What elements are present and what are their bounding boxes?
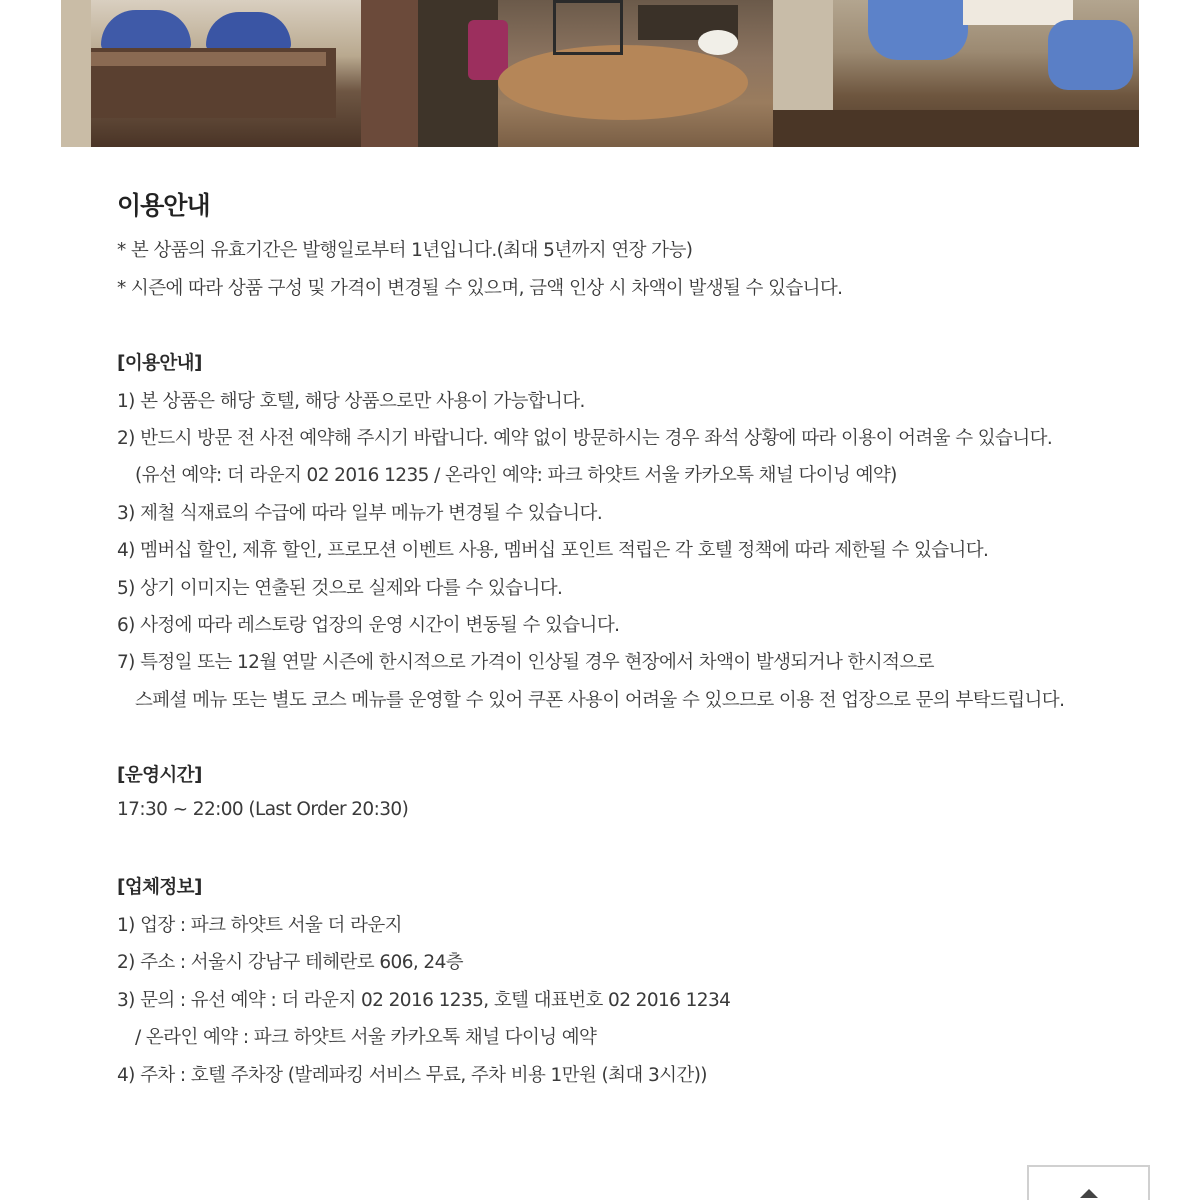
vendor-item: 1) 업장 : 파크 하얏트 서울 더 라운지 bbox=[117, 915, 402, 936]
usage-item: 4) 멤버십 할인, 제휴 할인, 프로모션 이벤트 사용, 멤버십 포인트 적립은 각 호텔 정책에 따라 제한될 수 있습니다. bbox=[117, 540, 989, 561]
note-validity: * 본 상품의 유효기간은 발행일로부터 1년입니다.(최대 5년까지 연장 가능) bbox=[117, 240, 693, 261]
lounge-photo-center bbox=[418, 0, 773, 147]
hours-value: 17:30 ~ 22:00 (Last Order 20:30) bbox=[117, 799, 409, 820]
lounge-photo-right bbox=[773, 0, 1139, 147]
usage-item-continued: (유선 예약: 더 라운지 02 2016 1235 / 온라인 예약: 파크 하얏트 서울 카카오톡 채널 다이닝 예약) bbox=[135, 465, 897, 486]
usage-item: 5) 상기 이미지는 연출된 것으로 실제와 다를 수 있습니다. bbox=[117, 578, 563, 599]
vendor-item: 2) 주소 : 서울시 강남구 테헤란로 606, 24층 bbox=[117, 952, 464, 973]
vendor-item: 4) 주차 : 호텔 주차장 (발레파킹 서비스 무료, 주차 비용 1만원 (최대 3시간)) bbox=[117, 1065, 707, 1086]
vendor-item-continued: / 온라인 예약 : 파크 하얏트 서울 카카오톡 채널 다이닝 예약 bbox=[135, 1027, 597, 1048]
chevron-up-icon bbox=[1080, 1189, 1098, 1198]
usage-item: 6) 사정에 따라 레스토랑 업장의 운영 시간이 변동될 수 있습니다. bbox=[117, 615, 620, 636]
usage-item-continued: 스페셜 메뉴 또는 별도 코스 메뉴를 운영할 수 있어 쿠폰 사용이 어려울 수 있으므로 이용 전 업장으로 문의 부탁드립니다. bbox=[135, 690, 1065, 711]
usage-title: 이용안내 bbox=[117, 191, 210, 220]
hours-section-heading: [운영시간] bbox=[117, 765, 202, 786]
hero-image bbox=[61, 0, 1139, 147]
usage-section-heading: [이용안내] bbox=[117, 353, 202, 374]
vendor-item: 3) 문의 : 유선 예약 : 더 라운지 02 2016 1235, 호텔 대표번호 02 2016 1234 bbox=[117, 990, 731, 1011]
vendor-section-heading: [업체정보] bbox=[117, 877, 202, 898]
scroll-top-button[interactable] bbox=[1027, 1165, 1150, 1200]
usage-item: 7) 특정일 또는 12월 연말 시즌에 한시적으로 가격이 인상될 경우 현장에서 차액이 발생되거나 한시적으로 bbox=[117, 652, 934, 673]
note-price-change: * 시즌에 따라 상품 구성 및 가격이 변경될 수 있으며, 금액 인상 시 차액이 발생될 수 있습니다. bbox=[117, 278, 843, 299]
usage-item: 2) 반드시 방문 전 사전 예약해 주시기 바랍니다. 예약 없이 방문하시는 경우 좌석 상황에 따라 이용이 어려울 수 있습니다. bbox=[117, 428, 1053, 449]
usage-item: 3) 제철 식재료의 수급에 따라 일부 메뉴가 변경될 수 있습니다. bbox=[117, 503, 603, 524]
lounge-photo-left bbox=[61, 0, 418, 147]
usage-item: 1) 본 상품은 해당 호텔, 해당 상품으로만 사용이 가능합니다. bbox=[117, 391, 585, 412]
